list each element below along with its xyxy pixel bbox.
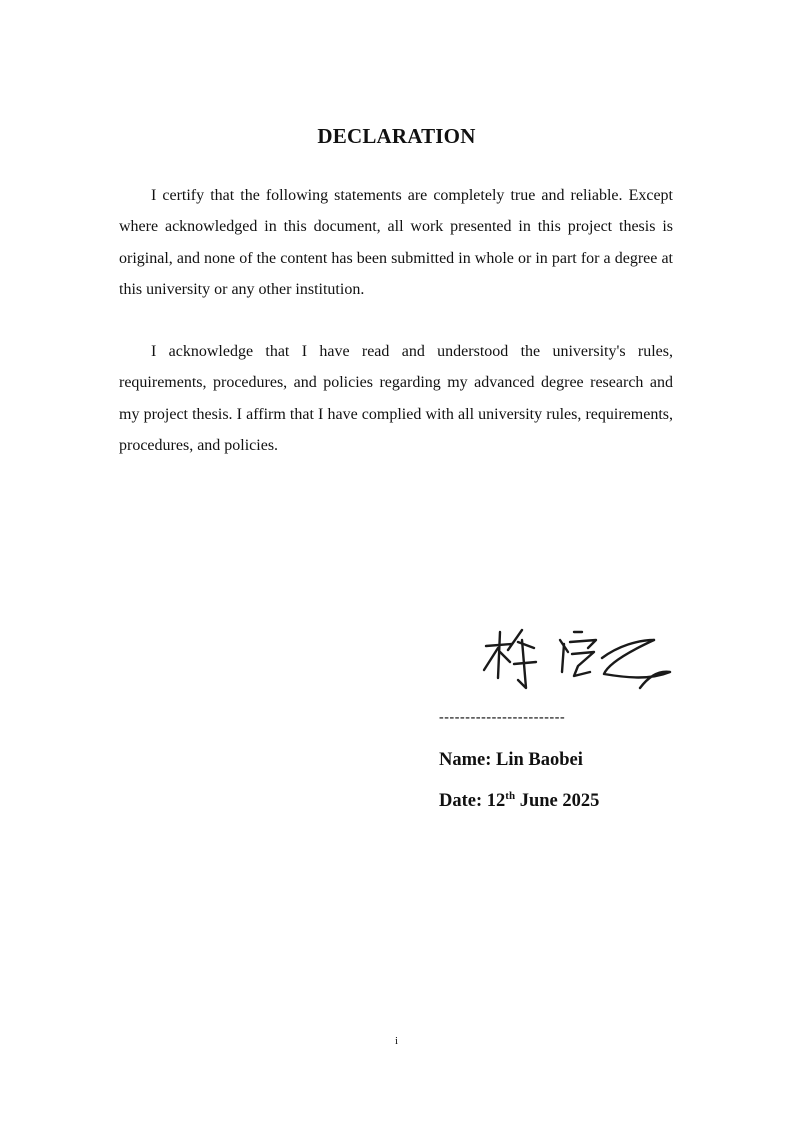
signature-line: ------------------------: [439, 710, 566, 725]
signing-date: [439, 791, 599, 812]
declaration-paragraph-2: [119, 336, 673, 461]
signer-name: Name: Lin Baobei: [439, 750, 583, 770]
date-prefix: Date: 12: [439, 791, 506, 811]
date-ordinal-suffix: th: [505, 790, 516, 802]
declaration-paragraph-1: [119, 180, 673, 305]
page-title: DECLARATION: [317, 124, 476, 148]
paragraph-text: I acknowledge that I have read and understood the university's rules, requirements, procedures, and policies regarding my advanced degree research and my project thesis. I affirm that I have complied with all university rules, requirements, procedures, and policies.: [119, 343, 673, 454]
date-rest: June 2025: [515, 791, 600, 811]
page-number: i: [394, 1035, 399, 1047]
paragraph-text: I certify that the following statements are completely true and reliable. Except where acknowledged in this document, all work presented in this project thesis is original, and none of the content has been submitted in whole or in part for a degree at this university or any other institution.: [119, 187, 673, 298]
handwritten-signature: [478, 618, 678, 708]
